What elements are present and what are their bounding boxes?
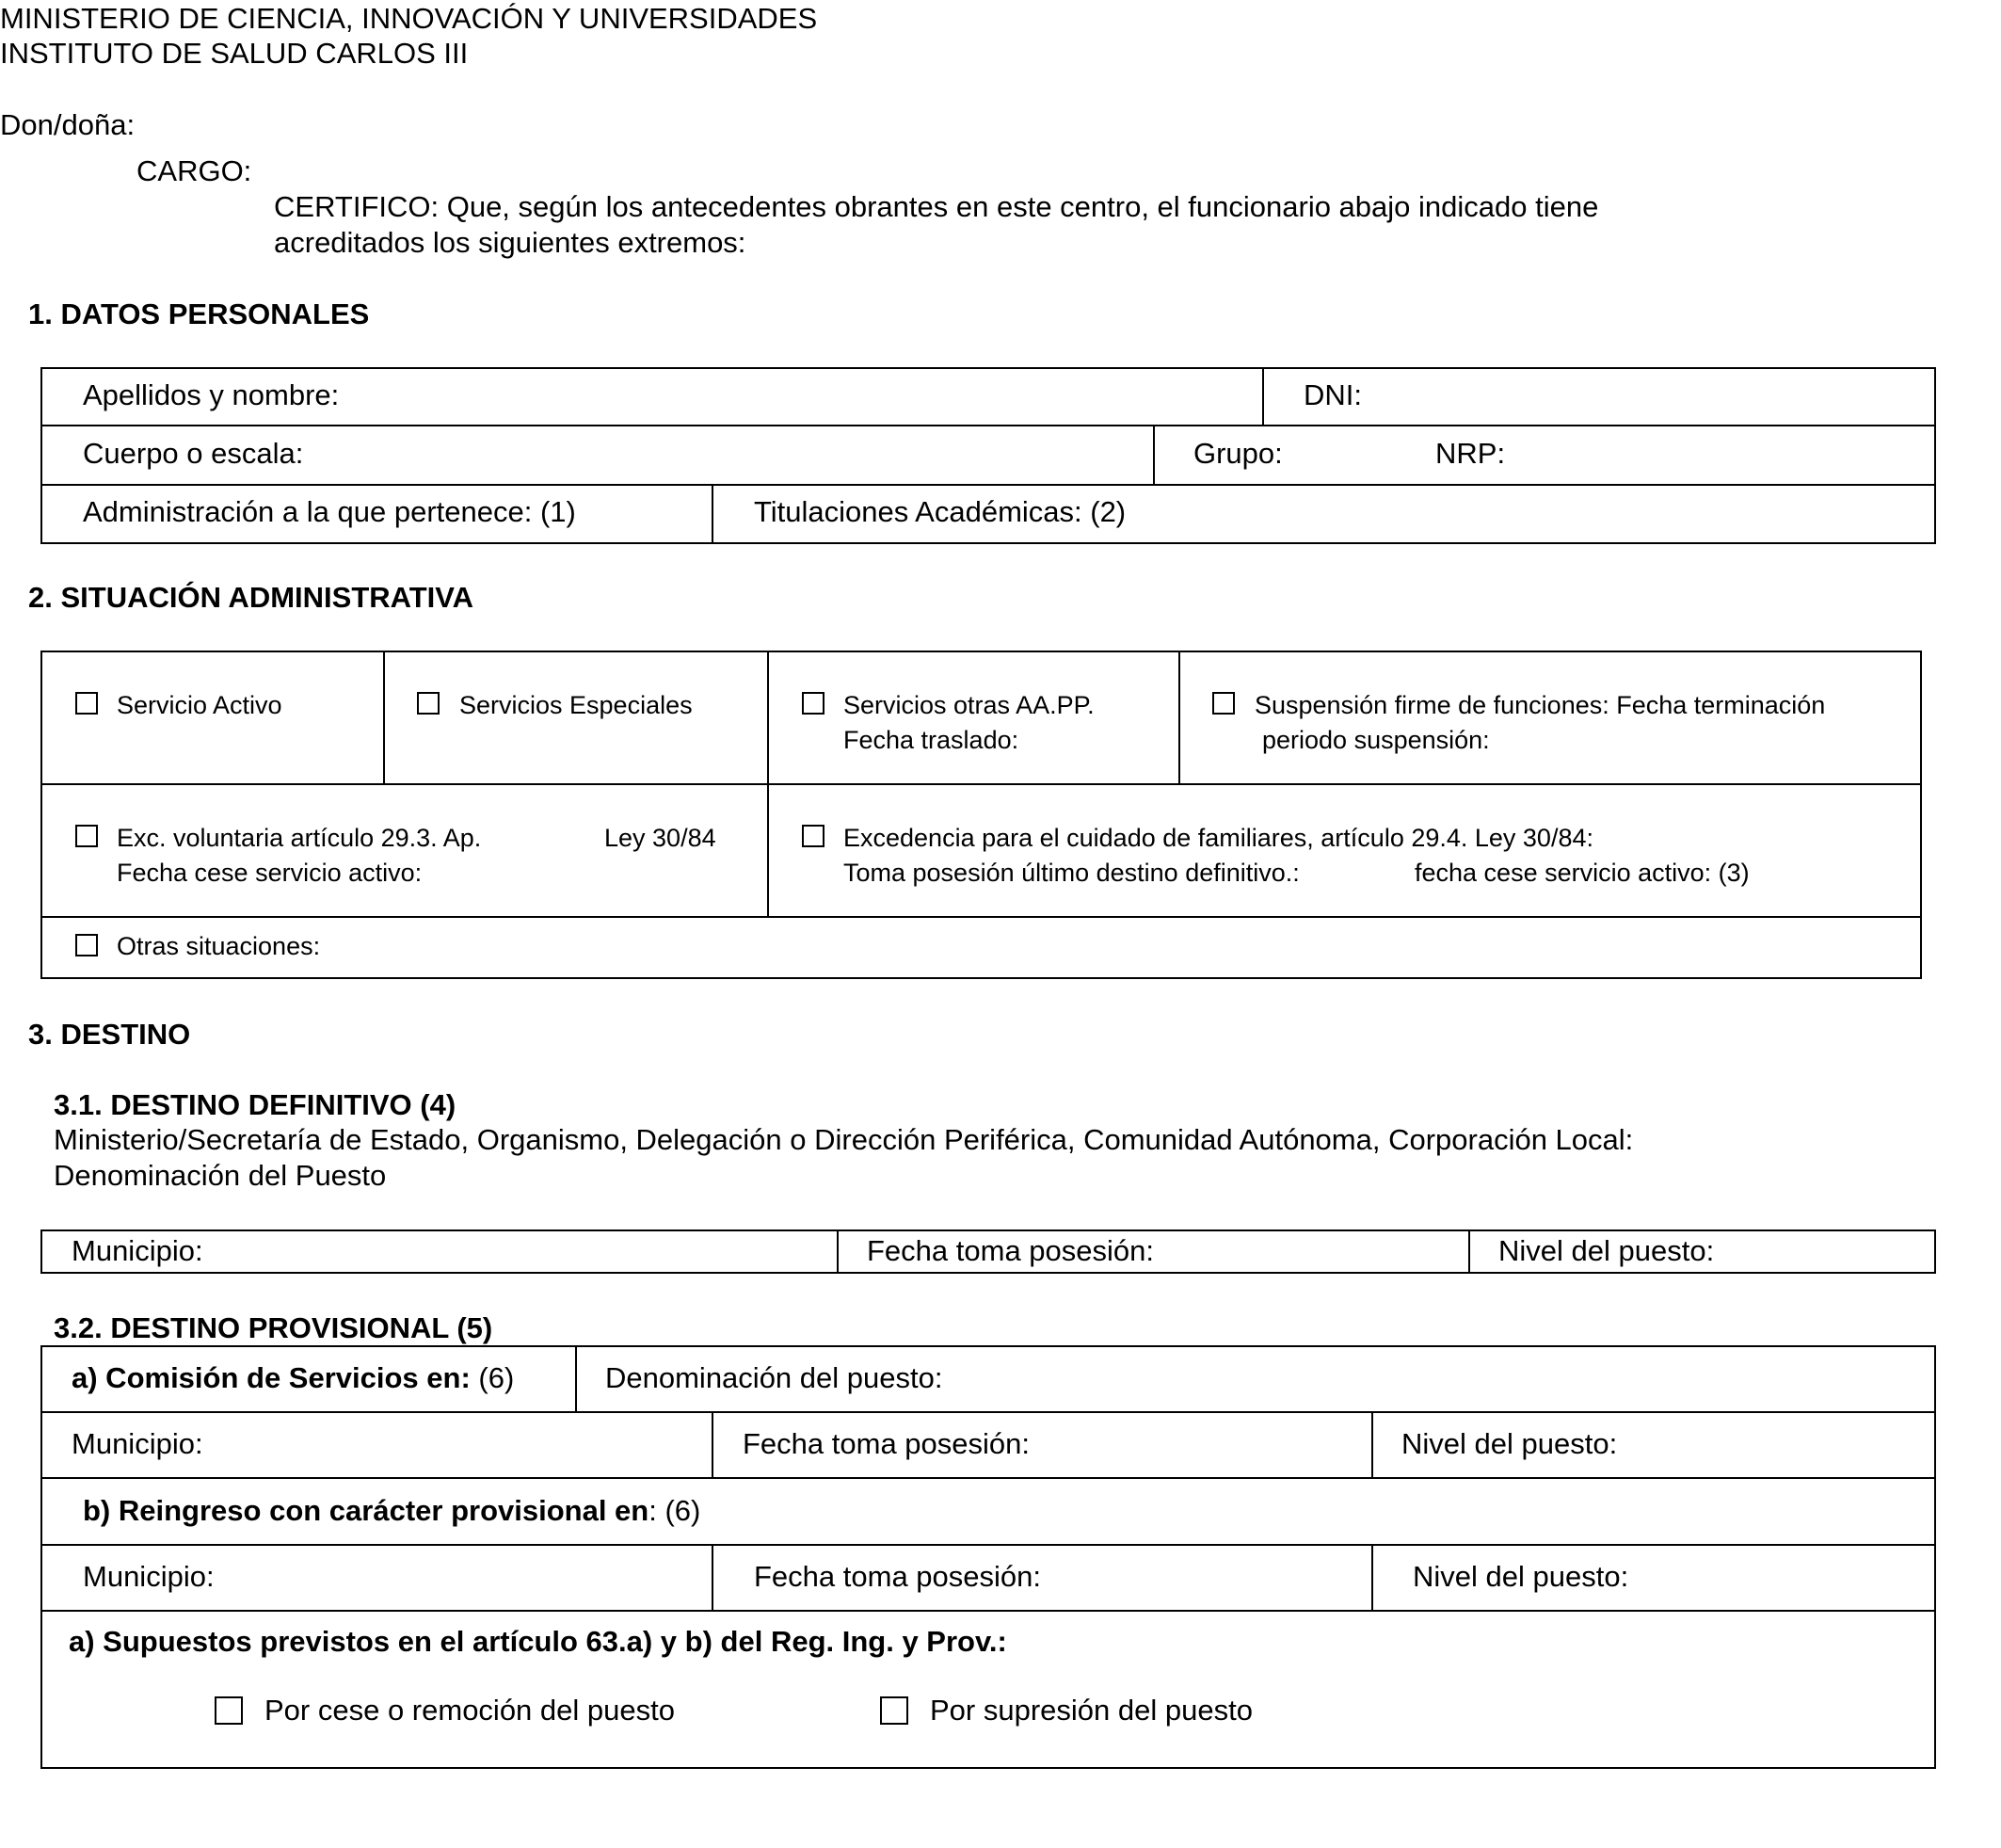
dni-field[interactable]: DNI: <box>1304 378 1362 411</box>
por-supresion-checkbox[interactable] <box>880 1696 908 1725</box>
servicio-activo-checkbox[interactable] <box>75 692 98 715</box>
def-municipio-field[interactable]: Municipio: <box>72 1234 203 1267</box>
excedencia-familiares-label: Excedencia para el cuidado de familiares, artículo 29.4. Ley 30/84: <box>843 824 1593 852</box>
ley-30-84-label: Ley 30/84 <box>604 824 716 852</box>
divider <box>40 1411 1936 1413</box>
administracion-field[interactable]: Administración a la que pertenece: (1) <box>83 495 576 528</box>
certifico-line-1: CERTIFICO: Que, según los antecedentes obrantes en este centro, el funcionario abajo indicado tiene <box>274 190 1599 223</box>
institute-heading: INSTITUTO DE SALUD CARLOS III <box>0 37 469 70</box>
divider <box>1468 1229 1470 1274</box>
fecha-cese-label: Fecha cese servicio activo: <box>117 859 423 887</box>
reingreso-fecha-toma-field[interactable]: Fecha toma posesión: <box>754 1560 1042 1593</box>
divider <box>712 484 713 544</box>
servicios-especiales-label: Servicios Especiales <box>459 691 693 719</box>
divider <box>837 1229 839 1274</box>
ministry-heading: MINISTERIO DE CIENCIA, INNOVACIÓN Y UNIVERSIDADES <box>0 2 818 35</box>
divider <box>383 651 385 784</box>
destino-definitivo-title: 3.1. DESTINO DEFINITIVO (4) <box>54 1088 456 1121</box>
excedencia-familiares-checkbox[interactable] <box>802 825 824 847</box>
por-supresion-label: Por supresión del puesto <box>930 1694 1253 1727</box>
fecha-traslado-label: Fecha traslado: <box>843 726 1019 754</box>
def-fecha-toma-field[interactable]: Fecha toma posesión: <box>867 1234 1155 1267</box>
reingreso-provisional-label: b) Reingreso con carácter provisional en <box>83 1494 649 1527</box>
don-dona-label: Don/doña: <box>0 108 136 141</box>
exc-voluntaria-checkbox[interactable] <box>75 825 98 847</box>
divider <box>575 1345 577 1412</box>
reingreso-provisional-field[interactable] <box>83 1494 700 1528</box>
divider <box>40 425 1936 426</box>
cargo-label: CARGO: <box>136 154 252 187</box>
supuestos-label: a) Supuestos previstos en el artículo 63.a) y b) del Reg. Ing. y Prov.: <box>69 1625 1007 1658</box>
otras-situaciones-checkbox[interactable] <box>75 934 98 956</box>
toma-posesion-ultimo-label: Toma posesión último destino definitivo.: <box>843 859 1300 887</box>
divider <box>1153 425 1155 485</box>
destino-definitivo-line-2: Denominación del Puesto <box>54 1159 387 1192</box>
cuerpo-field[interactable]: Cuerpo o escala: <box>83 437 304 470</box>
exc-voluntaria-label: Exc. voluntaria artículo 29.3. Ap. <box>117 824 482 852</box>
prov-nivel-field[interactable]: Nivel del puesto: <box>1401 1427 1618 1460</box>
divider <box>40 1477 1936 1479</box>
divider <box>1371 1544 1373 1611</box>
por-cese-label: Por cese o remoción del puesto <box>264 1694 675 1727</box>
servicio-activo-label: Servicio Activo <box>117 691 282 719</box>
otras-situaciones-label: Otras situaciones: <box>117 932 321 960</box>
servicios-otras-checkbox[interactable] <box>802 692 824 715</box>
comision-servicios-label: a) Comisión de Servicios en: <box>72 1361 471 1394</box>
suspension-periodo-label: periodo suspensión: <box>1262 726 1490 754</box>
prov-municipio-field[interactable]: Municipio: <box>72 1427 203 1460</box>
divider <box>40 1610 1936 1612</box>
fecha-cese-3-label: fecha cese servicio activo: (3) <box>1415 859 1750 887</box>
divider <box>40 484 1936 486</box>
servicios-especiales-checkbox[interactable] <box>417 692 440 715</box>
certifico-line-2: acreditados los siguientes extremos: <box>274 226 746 259</box>
divider <box>712 1411 713 1478</box>
reingreso-municipio-field[interactable]: Municipio: <box>83 1560 215 1593</box>
nrp-field[interactable]: NRP: <box>1435 437 1506 470</box>
denominacion-puesto-field[interactable]: Denominación del puesto: <box>605 1361 943 1394</box>
grupo-field[interactable]: Grupo: <box>1193 437 1283 470</box>
suspension-checkbox[interactable] <box>1212 692 1235 715</box>
prov-fecha-toma-field[interactable]: Fecha toma posesión: <box>743 1427 1031 1460</box>
divider <box>1371 1411 1373 1478</box>
def-nivel-field[interactable]: Nivel del puesto: <box>1498 1234 1715 1267</box>
servicios-otras-label: Servicios otras AA.PP. <box>843 691 1095 719</box>
divider <box>40 916 1922 918</box>
por-cese-checkbox[interactable] <box>215 1696 243 1725</box>
titulaciones-field[interactable]: Titulaciones Académicas: (2) <box>754 495 1127 528</box>
suspension-label: Suspensión firme de funciones: Fecha terminación <box>1255 691 1826 719</box>
reingreso-provisional-note: : (6) <box>648 1494 701 1527</box>
divider <box>1178 651 1180 784</box>
destino-definitivo-line-1: Ministerio/Secretaría de Estado, Organismo, Delegación o Dirección Periférica, Comunidad Autónoma, Corporación Local: <box>54 1123 1634 1156</box>
divider <box>1262 367 1264 426</box>
divider <box>40 783 1922 785</box>
reingreso-nivel-field[interactable]: Nivel del puesto: <box>1413 1560 1629 1593</box>
section-2-title: 2. SITUACIÓN ADMINISTRATIVA <box>28 581 474 614</box>
divider <box>40 1544 1936 1546</box>
comision-servicios-field[interactable] <box>72 1361 514 1395</box>
destino-provisional-title: 3.2. DESTINO PROVISIONAL (5) <box>54 1311 493 1344</box>
apellidos-field[interactable]: Apellidos y nombre: <box>83 378 340 411</box>
comision-servicios-note: (6) <box>470 1361 515 1394</box>
divider <box>712 1544 713 1611</box>
divider <box>767 651 769 917</box>
section-1-title: 1. DATOS PERSONALES <box>28 297 370 330</box>
section-3-title: 3. DESTINO <box>28 1018 191 1051</box>
